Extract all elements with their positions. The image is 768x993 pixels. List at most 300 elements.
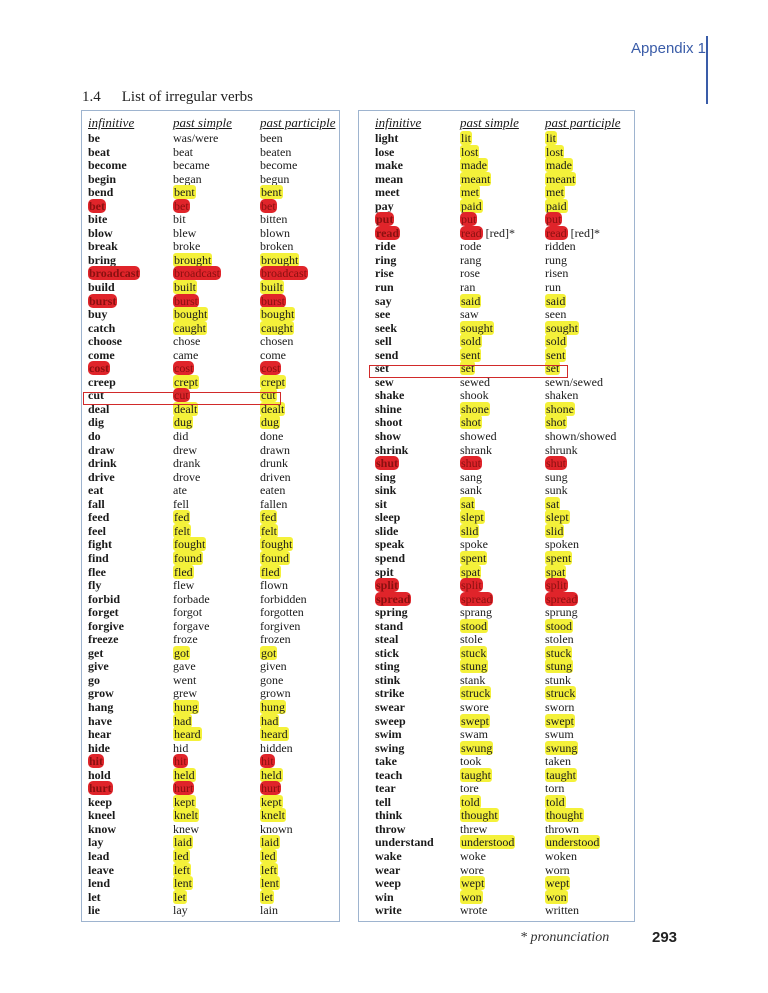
right-pp-cell: [545, 254, 620, 268]
section-title: [82, 89, 253, 106]
right-pp-word: slid: [546, 523, 564, 538]
right-pp-word: sat: [546, 496, 560, 511]
left-inf-word: break: [88, 239, 118, 254]
left-ps-cell: [173, 362, 232, 376]
left-ps-word: forgot: [173, 605, 203, 620]
left-pp-cell: [260, 159, 335, 173]
right-ps-word: put: [461, 212, 477, 227]
right-ps-cell: [460, 389, 519, 403]
left-ps-word: began: [173, 171, 202, 186]
left-ps-cell: [173, 566, 232, 580]
left-ps-word: fled: [174, 564, 193, 579]
right-ps-cell: [460, 606, 519, 620]
right-ps-cell: [460, 904, 519, 918]
left-inf-word: fall: [88, 496, 105, 511]
left-inf-word: find: [88, 550, 109, 565]
right-ps-cell: [460, 173, 519, 187]
right-inf-word: send: [375, 347, 399, 362]
left-inf-word: lead: [88, 848, 110, 863]
right-ps-word: sang: [460, 469, 482, 484]
left-ps-word: let: [174, 889, 186, 904]
right-ps-word: sought: [461, 320, 494, 335]
right-pp-cell: [545, 322, 620, 336]
left-pp-word: bought: [261, 307, 295, 322]
right-past-simple-header: past simple: [460, 115, 519, 130]
right-inf-cell: [375, 403, 434, 417]
left-ps-word: bought: [174, 307, 208, 322]
left-ps-word: kept: [174, 794, 195, 809]
left-pp-cell: [260, 864, 335, 878]
right-pp-cell: [545, 538, 620, 552]
left-pp-cell: [260, 687, 335, 701]
right-inf-cell: [375, 146, 434, 160]
left-ps-word: ate: [173, 483, 187, 498]
left-ps-word: went: [173, 672, 197, 687]
right-inf-cell: [375, 186, 434, 200]
right-inf-cell: [375, 701, 434, 715]
section-heading: List of irregular verbs: [121, 89, 253, 105]
right-ps-cell: [460, 335, 519, 349]
left-pp-cell: [260, 809, 335, 823]
left-past-participle-header: past participle: [260, 115, 336, 130]
left-ps-word: blew: [173, 225, 197, 240]
right-ps-word: wrote: [460, 903, 488, 918]
left-ps-cell: [173, 200, 232, 214]
left-inf-word: beat: [88, 144, 110, 159]
left-ps-word: laid: [174, 835, 192, 850]
left-inf-cell: [88, 159, 140, 173]
left-ps-cell: [173, 267, 232, 281]
right-ps-word: sprang: [460, 605, 492, 620]
left-pp-word: let: [261, 889, 273, 904]
right-pp-word: sprung: [545, 605, 578, 620]
right-ps-word: taught: [461, 767, 491, 782]
right-pp-word: spat: [546, 564, 566, 579]
left-inf-cell: [88, 809, 140, 823]
right-ps-cell: [460, 430, 519, 444]
right-inf-cell: [375, 850, 434, 864]
left-ps-cell: [173, 511, 232, 525]
left-pp-cell: [260, 295, 335, 309]
right-inf-word: spit: [375, 564, 394, 579]
left-inf-word: fight: [88, 537, 112, 552]
right-ps-word: shrank: [460, 442, 492, 457]
left-pp-word: lain: [260, 903, 278, 918]
right-inf-cell: [375, 538, 434, 552]
left-pp-word: burst: [261, 293, 285, 308]
right-pp-word: seen: [545, 307, 567, 322]
left-pp-word: laid: [261, 835, 279, 850]
left-inf-cell: [88, 606, 140, 620]
right-ps-cell: [460, 782, 519, 796]
right-pp-cell: [545, 660, 620, 674]
left-ps-word: bet: [174, 198, 189, 213]
left-inf-cell: [88, 444, 140, 458]
right-pp-word: sunk: [545, 483, 568, 498]
left-pp-word: heard: [261, 727, 288, 742]
right-inf-cell: [375, 552, 434, 566]
left-pp-word: bent: [261, 185, 282, 200]
right-pp-cell: [545, 281, 620, 295]
right-ps-word: swore: [460, 699, 489, 714]
left-pp-word: built: [261, 280, 284, 295]
right-pp-cell: [545, 498, 620, 512]
left-ps-word: hung: [174, 699, 198, 714]
left-inf-word: hang: [88, 699, 114, 714]
right-inf-cell: [375, 633, 434, 647]
left-inf-word: forget: [88, 605, 119, 620]
right-ps-cell: [460, 254, 519, 268]
left-ps-word: drove: [173, 469, 201, 484]
right-ps-word: swung: [461, 740, 493, 755]
right-pp-word: run: [545, 280, 561, 295]
right-ps-cell: [460, 444, 519, 458]
right-pp-word: stolen: [545, 632, 574, 647]
left-ps-cell: [173, 579, 232, 593]
left-pp-word: broadcast: [261, 266, 307, 281]
left-ps-word: cut: [174, 388, 189, 403]
left-pp-cell: [260, 416, 335, 430]
right-pp-cell: [545, 525, 620, 539]
left-inf-word: forbid: [88, 591, 121, 606]
right-pp-cell: [545, 904, 620, 918]
right-ps-cell: [460, 850, 519, 864]
left-ps-word: left: [174, 862, 190, 877]
right-pp-word: spoken: [545, 537, 579, 552]
left-ps-cell: [173, 904, 232, 918]
left-pp-cell: [260, 430, 335, 444]
left-pp-word: cost: [261, 361, 281, 376]
right-ps-cell: [460, 484, 519, 498]
left-pp-cell: [260, 267, 335, 281]
left-inf-cell: [88, 552, 140, 566]
left-inf-cell: [88, 728, 140, 742]
left-inf-cell: [88, 633, 140, 647]
right-pp-word: swept: [546, 713, 574, 728]
left-ps-word: built: [174, 280, 197, 295]
right-pp-word: split: [546, 578, 567, 593]
right-inf-word: write: [375, 903, 402, 918]
left-ps-word: bent: [174, 185, 195, 200]
right-ps-cell: [460, 511, 519, 525]
left-ps-cell: [173, 552, 232, 566]
right-inf-word: see: [375, 307, 391, 322]
right-inf-word: sweep: [375, 713, 406, 728]
left-ps-word: knelt: [174, 808, 198, 823]
right-inf-word: stand: [375, 618, 404, 633]
right-pp-cell: [545, 484, 620, 498]
left-inf-word: become: [88, 158, 127, 173]
right-pp-word: said: [546, 293, 566, 308]
right-ps-cell: [460, 593, 519, 607]
left-ps-cell: [173, 647, 232, 661]
right-pp-cell: [545, 444, 620, 458]
left-pp-cell: [260, 132, 335, 146]
right-ps-word: spread: [461, 591, 493, 606]
right-pp-word: paid: [546, 198, 567, 213]
left-pp-word: got: [261, 645, 277, 660]
left-pp-cell: [260, 335, 335, 349]
left-inf-word: drive: [88, 469, 115, 484]
left-ps-cell: [173, 173, 232, 187]
left-ps-word: dug: [174, 415, 192, 430]
left-inf-cell: [88, 471, 140, 485]
right-pp-word: spread: [546, 591, 578, 606]
right-ps-cell: [460, 701, 519, 715]
right-pp-cell: [545, 471, 620, 485]
left-pp-cell: [260, 836, 335, 850]
left-ps-word: hit: [174, 754, 187, 769]
right-pp-cell: [545, 687, 620, 701]
left-pp-cell: [260, 769, 335, 783]
right-inf-cell: [375, 213, 434, 227]
left-ps-cell: [173, 891, 232, 905]
left-inf-word: do: [88, 429, 101, 444]
right-pp-word: meant: [546, 171, 576, 186]
right-ps-word: rose: [460, 266, 480, 281]
left-ps-word: grew: [173, 686, 197, 701]
left-ps-word: had: [174, 713, 192, 728]
left-pp-cell: [260, 620, 335, 634]
right-ps-cell: [460, 755, 519, 769]
left-pp-word: kept: [261, 794, 282, 809]
left-inf-word: know: [88, 821, 117, 836]
right-ps-word: spoke: [460, 537, 488, 552]
right-inf-cell: [375, 444, 434, 458]
right-inf-word: rise: [375, 266, 394, 281]
left-pp-word: driven: [260, 469, 291, 484]
right-inf-cell: [375, 416, 434, 430]
left-pp-cell: [260, 362, 335, 376]
right-pp-word: torn: [545, 781, 565, 796]
right-inf-word: strike: [375, 686, 405, 701]
right-pp-word: slept: [546, 510, 569, 525]
left-pp-word: chosen: [260, 334, 294, 349]
left-pp-word: become: [260, 158, 298, 173]
right-inf-word: speak: [375, 537, 405, 552]
left-ps-cell: [173, 308, 232, 322]
left-inf-cell: [88, 904, 140, 918]
right-pp-cell: [545, 240, 620, 254]
left-inf-word: cost: [89, 361, 109, 376]
left-ps-word: fought: [174, 537, 206, 552]
right-pp-cell: [545, 335, 620, 349]
left-ps-word: found: [174, 550, 202, 565]
left-pp-word: eaten: [260, 483, 286, 498]
left-ps-cell: [173, 430, 232, 444]
left-inf-word: give: [88, 659, 109, 674]
right-ps-word: split: [461, 578, 482, 593]
left-ps-word: fed: [174, 510, 190, 525]
left-ps-cell: [173, 498, 232, 512]
right-pp-word: sewn/sewed: [545, 374, 603, 389]
right-ps-word: sank: [460, 483, 482, 498]
left-pp-cell: [260, 186, 335, 200]
left-inf-word: draw: [88, 442, 115, 457]
left-inf-cell: [88, 796, 140, 810]
left-pp-cell: [260, 538, 335, 552]
left-inf-word: creep: [88, 374, 116, 389]
left-inf-cell: [88, 647, 140, 661]
left-inf-cell: [88, 525, 140, 539]
left-ps-cell: [173, 850, 232, 864]
left-inf-cell: [88, 755, 140, 769]
right-inf-cell: [375, 335, 434, 349]
right-inf-word: mean: [375, 171, 403, 186]
right-pp-word: shrunk: [545, 442, 578, 457]
right-inf-cell: [375, 715, 434, 729]
left-ps-word: came: [173, 347, 199, 362]
right-inf-word: shoot: [375, 415, 403, 430]
right-inf-cell: [375, 579, 434, 593]
right-pp-word: shown/showed: [545, 429, 617, 444]
left-infinitive-column: [88, 116, 140, 918]
right-ps-word: ran: [460, 280, 476, 295]
right-inf-word: understand: [375, 835, 434, 850]
right-pp-cell: [545, 864, 620, 878]
right-pp-cell: [545, 132, 620, 146]
left-pp-cell: [260, 606, 335, 620]
right-ps-word: sewed: [460, 374, 490, 389]
right-ps-word: woke: [460, 848, 486, 863]
left-pp-cell: [260, 227, 335, 241]
left-inf-cell: [88, 511, 140, 525]
right-inf-word: ride: [375, 239, 396, 254]
left-pp-word: caught: [261, 320, 293, 335]
left-pp-cell: [260, 376, 335, 390]
left-pp-cell: [260, 240, 335, 254]
left-ps-word: led: [174, 848, 189, 863]
left-inf-word: leave: [88, 862, 114, 877]
right-ps-cell: [460, 227, 519, 241]
right-inf-word: throw: [375, 821, 406, 836]
right-pp-cell: [545, 593, 620, 607]
left-pp-word: fought: [261, 537, 293, 552]
left-pp-cell: [260, 904, 335, 918]
right-pp-cell: [545, 173, 620, 187]
right-ps-word: told: [461, 794, 480, 809]
right-ps-word: made: [461, 158, 487, 173]
right-inf-word: set: [375, 361, 389, 376]
left-inf-word: choose: [88, 334, 122, 349]
left-pp-cell: [260, 782, 335, 796]
right-ps-cell: [460, 403, 519, 417]
left-ps-word: caught: [174, 320, 206, 335]
left-ps-cell: [173, 227, 232, 241]
right-pp-word: taught: [546, 767, 576, 782]
right-inf-cell: [375, 389, 434, 403]
right-pp-cell: [545, 620, 620, 634]
right-ps-word: paid: [461, 198, 482, 213]
right-pp-word: sent: [546, 347, 566, 362]
left-pp-word: done: [260, 429, 284, 444]
left-ps-cell: [173, 742, 232, 756]
right-inf-cell: [375, 755, 434, 769]
right-ps-word: struck: [461, 686, 491, 701]
left-ps-word: cost: [174, 361, 194, 376]
left-ps-cell: [173, 349, 232, 363]
right-inf-word: shut: [376, 456, 399, 471]
left-inf-cell: [88, 132, 140, 146]
right-ps-word: swam: [460, 727, 488, 742]
right-ps-cell: [460, 267, 519, 281]
right-inf-word: say: [375, 293, 392, 308]
left-inf-word: come: [88, 347, 115, 362]
left-ps-cell: [173, 525, 232, 539]
left-pp-cell: [260, 877, 335, 891]
right-pp-word: put: [546, 212, 562, 227]
right-inf-word: swear: [375, 699, 405, 714]
left-inf-cell: [88, 769, 140, 783]
left-inf-cell: [88, 240, 140, 254]
left-ps-word: was/were: [173, 131, 219, 145]
right-inf-cell: [375, 173, 434, 187]
left-inf-word: dig: [88, 415, 105, 430]
left-ps-cell: [173, 633, 232, 647]
left-inf-word: let: [88, 889, 101, 904]
left-ps-cell: [173, 159, 232, 173]
right-pp-cell: [545, 877, 620, 891]
left-inf-word: burst: [89, 293, 117, 308]
right-ps-word: saw: [460, 307, 479, 322]
right-pp-word: rung: [545, 252, 567, 267]
cut-row-outline: [83, 392, 281, 405]
left-ps-word: lent: [174, 876, 192, 891]
left-pp-word: drunk: [260, 456, 288, 471]
right-ps-cell: [460, 416, 519, 430]
right-inf-word: think: [375, 808, 403, 823]
right-ps-word: stuck: [461, 645, 487, 660]
right-inf-word: take: [375, 754, 397, 769]
right-ps-word: rang: [460, 252, 482, 267]
right-pp-cell: [545, 295, 620, 309]
right-inf-word: lose: [375, 144, 395, 159]
right-ps-word: sent: [461, 347, 481, 362]
right-pp-word: met: [546, 185, 564, 200]
left-inf-word: feed: [88, 510, 110, 525]
left-inf-word: be: [88, 131, 100, 145]
left-ps-word: did: [173, 429, 189, 444]
right-ps-cell: [460, 322, 519, 336]
right-pp-word: swung: [546, 740, 578, 755]
left-ps-cell: [173, 809, 232, 823]
right-ps-word: wore: [460, 862, 484, 877]
right-inf-word: meet: [375, 185, 400, 200]
right-infinitive-header: infinitive: [375, 115, 422, 130]
right-ps-word: sold: [461, 334, 482, 349]
left-pp-cell: [260, 891, 335, 905]
left-inf-cell: [88, 484, 140, 498]
right-inf-word: swing: [375, 740, 405, 755]
left-infinitive-header: infinitive: [88, 115, 135, 130]
right-pp-cell: [545, 416, 620, 430]
left-pp-word: forgiven: [260, 618, 301, 633]
left-pp-cell: [260, 322, 335, 336]
right-inf-word: run: [375, 280, 394, 295]
left-pp-word: fallen: [260, 496, 288, 511]
left-inf-cell: [88, 200, 140, 214]
right-inf-word: sting: [375, 659, 400, 674]
right-pp-cell: [545, 809, 620, 823]
right-inf-word: wear: [375, 862, 401, 877]
left-inf-cell: [88, 335, 140, 349]
left-pp-cell: [260, 660, 335, 674]
left-ps-word: hid: [173, 740, 189, 755]
right-ps-cell: [460, 295, 519, 309]
right-ps-word: thought: [461, 808, 498, 823]
left-inf-word: buy: [88, 307, 108, 322]
left-ps-word: flew: [173, 578, 195, 593]
